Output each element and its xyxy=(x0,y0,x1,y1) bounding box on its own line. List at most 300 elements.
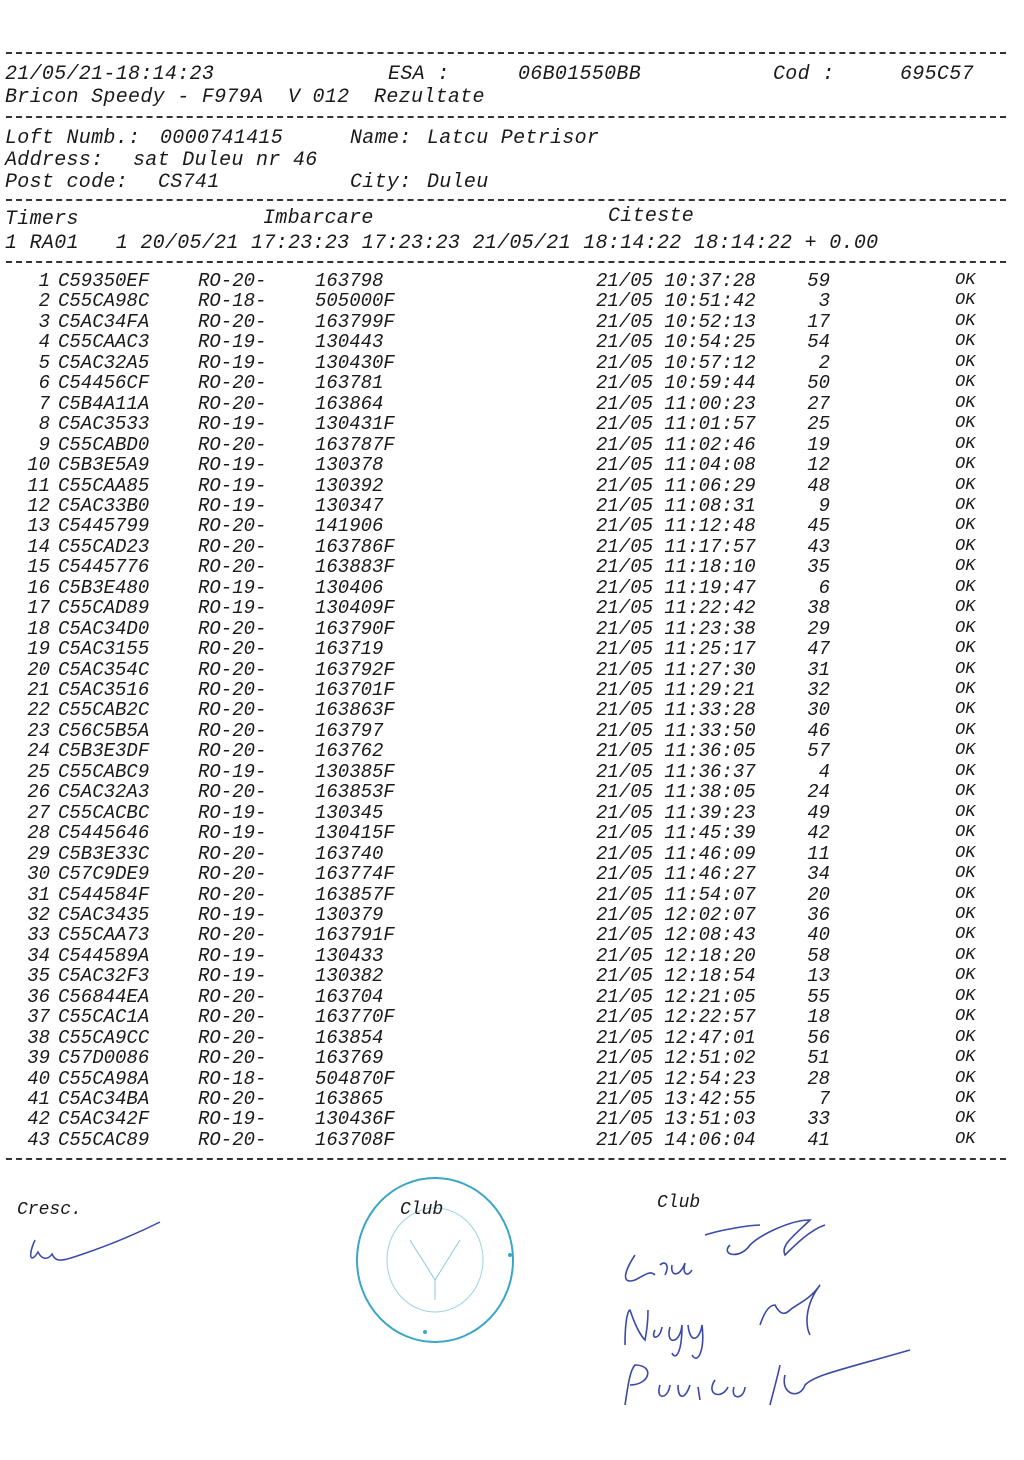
chip-id: C5445646 xyxy=(58,822,150,845)
ring-number: 163864 xyxy=(315,392,384,415)
row-number: 25 xyxy=(27,760,50,783)
position: 4 xyxy=(818,760,830,783)
table-row xyxy=(0,946,1024,966)
chip-id: C5AC34FA xyxy=(58,310,150,333)
chip-id: C55CABC9 xyxy=(58,760,150,783)
ring-number: 163770F xyxy=(315,1006,395,1029)
ring-prefix: RO-18- xyxy=(198,1067,267,1090)
status: OK xyxy=(955,823,976,843)
position: 9 xyxy=(818,494,830,517)
position: 46 xyxy=(807,719,830,742)
chip-id: C5B4A11A xyxy=(58,392,150,415)
table-row xyxy=(0,762,1024,782)
table-row xyxy=(0,516,1024,536)
table-row xyxy=(0,987,1024,1007)
ring-number: 163708F xyxy=(315,1128,395,1151)
table-row xyxy=(0,680,1024,700)
arrival-time: 21/05 10:59:44 xyxy=(596,372,756,395)
table-row xyxy=(0,1130,1024,1150)
table-row xyxy=(0,312,1024,332)
cresc-label: Cresc. xyxy=(17,1200,82,1220)
chip-id: C54456CF xyxy=(58,372,150,395)
position: 38 xyxy=(807,597,830,620)
cod-label: Cod : xyxy=(773,63,835,86)
status: OK xyxy=(955,271,976,290)
position: 42 xyxy=(807,822,830,845)
loft-label: Loft Numb.: xyxy=(5,127,141,150)
ring-number: 163787F xyxy=(315,433,395,456)
table-row xyxy=(0,598,1024,618)
ring-prefix: RO-20- xyxy=(198,924,267,947)
row-number: 2 xyxy=(38,290,50,313)
ring-number: 163865 xyxy=(315,1088,384,1110)
ring-number: 163883F xyxy=(315,556,395,579)
table-row xyxy=(0,578,1024,598)
row-number: 24 xyxy=(27,740,50,763)
arrival-time: 21/05 12:51:02 xyxy=(596,1047,756,1070)
ring-number: 163719 xyxy=(315,638,384,661)
ring-prefix: RO-19- xyxy=(198,944,267,967)
chip-id: C55CACBC xyxy=(58,801,150,824)
table-row xyxy=(0,455,1024,475)
owner-name: Latcu Petrisor xyxy=(427,127,600,150)
status: OK xyxy=(955,577,976,597)
position: 29 xyxy=(807,617,830,640)
row-number: 29 xyxy=(27,842,50,865)
ring-prefix: RO-19- xyxy=(198,331,267,354)
table-row xyxy=(0,885,1024,905)
row-number: 14 xyxy=(27,535,50,558)
arrival-time: 21/05 11:22:42 xyxy=(596,597,756,620)
divider xyxy=(6,116,1006,118)
position: 54 xyxy=(807,331,830,354)
arrival-time: 21/05 12:22:57 xyxy=(596,1006,756,1029)
status: OK xyxy=(955,843,976,863)
citeste-label: Citeste xyxy=(608,205,695,228)
row-number: 22 xyxy=(27,699,50,722)
status: OK xyxy=(955,598,976,618)
ring-number: 163791F xyxy=(315,924,395,947)
status: OK xyxy=(955,1007,976,1027)
row-number: 12 xyxy=(27,494,50,517)
arrival-time: 21/05 11:39:23 xyxy=(596,801,756,824)
address-value: sat Duleu nr 46 xyxy=(133,149,318,172)
chip-id: C55CA98A xyxy=(58,1067,150,1090)
ring-prefix: RO-19- xyxy=(198,760,267,783)
table-row xyxy=(0,905,1024,925)
ring-prefix: RO-20- xyxy=(198,863,267,886)
arrival-time: 21/05 12:54:23 xyxy=(596,1067,756,1090)
table-row xyxy=(0,966,1024,986)
ring-prefix: RO-20- xyxy=(198,658,267,681)
ring-prefix: RO-20- xyxy=(198,842,267,865)
status: OK xyxy=(955,455,976,475)
row-number: 33 xyxy=(27,924,50,947)
ring-prefix: RO-20- xyxy=(198,1026,267,1049)
ring-prefix: RO-20- xyxy=(198,1128,267,1151)
ring-prefix: RO-19- xyxy=(198,576,267,599)
chip-id: C55CAA73 xyxy=(58,924,150,947)
position: 41 xyxy=(807,1128,830,1151)
ring-prefix: RO-20- xyxy=(198,270,267,292)
club-label-stamp: Club xyxy=(400,1200,444,1220)
status: OK xyxy=(955,966,976,986)
arrival-time: 21/05 14:06:04 xyxy=(596,1128,756,1151)
table-row xyxy=(0,1069,1024,1089)
status: OK xyxy=(955,495,976,515)
table-row xyxy=(0,741,1024,761)
table-row xyxy=(0,435,1024,455)
position: 20 xyxy=(807,883,830,906)
ring-number: 163762 xyxy=(315,740,384,763)
ring-prefix: RO-20- xyxy=(198,1088,267,1110)
address-label: Address: xyxy=(5,149,104,172)
status: OK xyxy=(955,1068,976,1088)
arrival-time: 21/05 11:01:57 xyxy=(596,413,756,436)
row-number: 40 xyxy=(27,1067,50,1090)
position: 13 xyxy=(807,965,830,988)
chip-id: C55CAB2C xyxy=(58,699,150,722)
arrival-time: 21/05 11:06:29 xyxy=(596,474,756,497)
status: OK xyxy=(955,373,976,393)
table-row xyxy=(0,1089,1024,1109)
row-number: 20 xyxy=(27,658,50,681)
postcode-value: CS741 xyxy=(158,171,220,194)
chip-id: C5AC342F xyxy=(58,1108,150,1131)
status: OK xyxy=(955,659,976,679)
ring-prefix: RO-20- xyxy=(198,372,267,395)
table-row xyxy=(0,291,1024,311)
chip-id: C56C5B5A xyxy=(58,719,150,742)
row-number: 36 xyxy=(27,985,50,1008)
ring-number: 163863F xyxy=(315,699,395,722)
status: OK xyxy=(955,639,976,659)
arrival-time: 21/05 11:54:07 xyxy=(596,883,756,906)
row-number: 10 xyxy=(27,454,50,477)
row-number: 11 xyxy=(27,474,50,497)
row-number: 21 xyxy=(27,679,50,701)
arrival-time: 21/05 13:42:55 xyxy=(596,1088,756,1110)
ring-prefix: RO-19- xyxy=(198,903,267,926)
ring-prefix: RO-20- xyxy=(198,719,267,742)
position: 32 xyxy=(807,679,830,701)
status: OK xyxy=(955,761,976,781)
timers-label: Timers xyxy=(5,208,79,231)
ring-number: 130406 xyxy=(315,576,384,599)
ring-prefix: RO-20- xyxy=(198,617,267,640)
status: OK xyxy=(955,945,976,965)
ring-prefix: RO-20- xyxy=(198,883,267,906)
position: 24 xyxy=(807,781,830,804)
chip-id: C5AC3155 xyxy=(58,638,150,661)
row-number: 31 xyxy=(27,883,50,906)
ring-prefix: RO-18- xyxy=(198,290,267,313)
ring-number: 130436F xyxy=(315,1108,395,1131)
table-row xyxy=(0,1048,1024,1068)
arrival-time: 21/05 11:27:30 xyxy=(596,658,756,681)
status: OK xyxy=(955,925,976,945)
chip-id: C59350EF xyxy=(58,270,150,292)
ring-number: 163853F xyxy=(315,781,395,804)
table-row xyxy=(0,864,1024,884)
ring-prefix: RO-20- xyxy=(198,1047,267,1070)
ring-number: 130415F xyxy=(315,822,395,845)
status: OK xyxy=(955,904,976,924)
arrival-time: 21/05 12:18:54 xyxy=(596,965,756,988)
arrival-time: 21/05 10:57:12 xyxy=(596,351,756,374)
table-row xyxy=(0,660,1024,680)
arrival-time: 21/05 13:51:03 xyxy=(596,1108,756,1131)
table-row xyxy=(0,782,1024,802)
chip-id: C544584F xyxy=(58,883,150,906)
arrival-time: 21/05 12:18:20 xyxy=(596,944,756,967)
ring-prefix: RO-20- xyxy=(198,433,267,456)
chip-id: C5AC33B0 xyxy=(58,494,150,517)
chip-id: C5AC34D0 xyxy=(58,617,150,640)
ring-number: 163704 xyxy=(315,985,384,1008)
position: 30 xyxy=(807,699,830,722)
ring-number: 141906 xyxy=(315,515,384,538)
ring-prefix: RO-20- xyxy=(198,699,267,722)
ring-number: 163774F xyxy=(315,863,395,886)
ring-number: 163799F xyxy=(315,310,395,333)
table-row xyxy=(0,721,1024,741)
row-number: 39 xyxy=(27,1047,50,1070)
row-number: 38 xyxy=(27,1026,50,1049)
status: OK xyxy=(955,1048,976,1068)
ring-number: 130345 xyxy=(315,801,384,824)
table-row xyxy=(0,844,1024,864)
ring-number: 130347 xyxy=(315,494,384,517)
status: OK xyxy=(955,393,976,413)
table-row xyxy=(0,353,1024,373)
table-row xyxy=(0,557,1024,577)
arrival-time: 21/05 11:19:47 xyxy=(596,576,756,599)
ring-prefix: RO-19- xyxy=(198,597,267,620)
position: 56 xyxy=(807,1026,830,1049)
arrival-time: 21/05 11:04:08 xyxy=(596,454,756,477)
row-number: 9 xyxy=(38,433,50,456)
status: OK xyxy=(955,680,976,699)
status: OK xyxy=(955,536,976,556)
ring-prefix: RO-20- xyxy=(198,310,267,333)
position: 7 xyxy=(818,1088,830,1110)
row-number: 27 xyxy=(27,801,50,824)
chip-id: C5B3E480 xyxy=(58,576,150,599)
row-number: 30 xyxy=(27,863,50,886)
ring-prefix: RO-20- xyxy=(198,679,267,701)
row-number: 42 xyxy=(27,1108,50,1131)
status: OK xyxy=(955,1089,976,1108)
loft-number: 0000741415 xyxy=(160,127,284,150)
row-number: 19 xyxy=(27,638,50,661)
arrival-time: 21/05 12:21:05 xyxy=(596,985,756,1008)
position: 28 xyxy=(807,1067,830,1090)
chip-id: C5AC354C xyxy=(58,658,150,681)
ring-number: 163797 xyxy=(315,719,384,742)
table-row xyxy=(0,496,1024,516)
club-label: Club xyxy=(657,1193,701,1213)
chip-id: C544589A xyxy=(58,944,150,967)
table-row xyxy=(0,619,1024,639)
ring-prefix: RO-20- xyxy=(198,392,267,415)
arrival-time: 21/05 11:46:09 xyxy=(596,842,756,865)
ring-prefix: RO-20- xyxy=(198,638,267,661)
arrival-time: 21/05 10:54:25 xyxy=(596,331,756,354)
table-row xyxy=(0,414,1024,434)
position: 11 xyxy=(807,842,830,865)
status: OK xyxy=(955,311,976,331)
chip-id: C5AC34BA xyxy=(58,1088,150,1110)
arrival-time: 21/05 12:08:43 xyxy=(596,924,756,947)
table-row xyxy=(0,537,1024,557)
ring-prefix: RO-20- xyxy=(198,740,267,763)
row-number: 16 xyxy=(27,576,50,599)
ring-number: 130409F xyxy=(315,597,395,620)
ring-number: 130392 xyxy=(315,474,384,497)
chip-id: C5B3E3DF xyxy=(58,740,150,763)
table-row xyxy=(0,476,1024,496)
ring-number: 163798 xyxy=(315,270,384,292)
ring-number: 504870F xyxy=(315,1067,395,1090)
ring-number: 163786F xyxy=(315,535,395,558)
ring-prefix: RO-20- xyxy=(198,515,267,538)
position: 59 xyxy=(807,270,830,292)
status: OK xyxy=(955,414,976,434)
table-row xyxy=(0,700,1024,720)
table-row xyxy=(0,1007,1024,1027)
status: OK xyxy=(955,618,976,638)
chip-id: C55CA9CC xyxy=(58,1026,150,1049)
row-number: 26 xyxy=(27,781,50,804)
ring-prefix: RO-20- xyxy=(198,781,267,804)
position: 55 xyxy=(807,985,830,1008)
ring-number: 505000F xyxy=(315,290,395,313)
status: OK xyxy=(955,720,976,740)
status: OK xyxy=(955,700,976,720)
row-number: 6 xyxy=(38,372,50,395)
chip-id: C55CAA85 xyxy=(58,474,150,497)
ring-number: 163769 xyxy=(315,1047,384,1070)
ring-prefix: RO-19- xyxy=(198,494,267,517)
club-signatures xyxy=(610,1215,940,1415)
chip-id: C5AC3533 xyxy=(58,413,150,436)
position: 43 xyxy=(807,535,830,558)
position: 2 xyxy=(818,351,830,374)
ring-number: 130382 xyxy=(315,965,384,988)
row-number: 41 xyxy=(27,1088,50,1110)
position: 50 xyxy=(807,372,830,395)
ring-prefix: RO-19- xyxy=(198,1108,267,1131)
status: OK xyxy=(955,884,976,904)
ring-prefix: RO-19- xyxy=(198,351,267,374)
table-row xyxy=(0,1028,1024,1048)
table-row xyxy=(0,925,1024,945)
ring-prefix: RO-20- xyxy=(198,1006,267,1029)
ring-number: 130431F xyxy=(315,413,395,436)
row-number: 28 xyxy=(27,822,50,845)
chip-id: C55CABD0 xyxy=(58,433,150,456)
chip-id: C55CAD89 xyxy=(58,597,150,620)
position: 40 xyxy=(807,924,830,947)
arrival-time: 21/05 11:02:46 xyxy=(596,433,756,456)
chip-id: C55CAAC3 xyxy=(58,331,150,354)
position: 49 xyxy=(807,801,830,824)
row-number: 8 xyxy=(38,413,50,436)
table-row xyxy=(0,271,1024,291)
arrival-time: 21/05 11:36:05 xyxy=(596,740,756,763)
status: OK xyxy=(955,434,976,454)
arrival-time: 21/05 10:37:28 xyxy=(596,270,756,292)
city-label: City: xyxy=(350,171,412,194)
cod-value: 695C57 xyxy=(900,63,974,86)
position: 3 xyxy=(818,290,830,313)
position: 45 xyxy=(807,515,830,538)
ring-number: 130430F xyxy=(315,351,395,374)
ring-prefix: RO-20- xyxy=(198,985,267,1008)
chip-id: C5B3E5A9 xyxy=(58,454,150,477)
row-number: 4 xyxy=(38,331,50,354)
ring-prefix: RO-19- xyxy=(198,454,267,477)
row-number: 18 xyxy=(27,617,50,640)
row-number: 37 xyxy=(27,1006,50,1029)
ring-number: 163790F xyxy=(315,617,395,640)
row-number: 43 xyxy=(27,1128,50,1151)
table-row xyxy=(0,823,1024,843)
status: OK xyxy=(955,557,976,577)
row-number: 7 xyxy=(38,392,50,415)
divider xyxy=(6,199,1006,201)
table-row xyxy=(0,803,1024,823)
esa-value: 06B01550BB xyxy=(518,63,642,86)
status: OK xyxy=(955,1109,976,1129)
status: OK xyxy=(955,475,976,495)
ring-prefix: RO-20- xyxy=(198,556,267,579)
device-line: Bricon Speedy - F979A V 012 Rezultate xyxy=(5,86,485,109)
chip-id: C56844EA xyxy=(58,985,150,1008)
chip-id: C5AC32F3 xyxy=(58,965,150,988)
arrival-time: 21/05 11:33:50 xyxy=(596,719,756,742)
position: 33 xyxy=(807,1108,830,1131)
arrival-time: 21/05 10:51:42 xyxy=(596,290,756,313)
arrival-time: 21/05 11:00:23 xyxy=(596,392,756,415)
table-row xyxy=(0,394,1024,414)
row-number: 17 xyxy=(27,597,50,620)
status: OK xyxy=(955,516,976,536)
status: OK xyxy=(955,802,976,822)
divider xyxy=(6,52,1006,54)
row-number: 1 xyxy=(38,270,50,292)
table-row xyxy=(0,332,1024,352)
chip-id: C5B3E33C xyxy=(58,842,150,865)
arrival-time: 21/05 11:12:48 xyxy=(596,515,756,538)
ring-number: 163857F xyxy=(315,883,395,906)
position: 47 xyxy=(807,638,830,661)
ring-number: 130378 xyxy=(315,454,384,477)
status: OK xyxy=(955,986,976,1006)
position: 36 xyxy=(807,903,830,926)
arrival-time: 21/05 10:52:13 xyxy=(596,310,756,333)
status: OK xyxy=(955,332,976,352)
row-number: 23 xyxy=(27,719,50,742)
ring-number: 130443 xyxy=(315,331,384,354)
position: 35 xyxy=(807,556,830,579)
position: 34 xyxy=(807,863,830,886)
chip-id: C55CAD23 xyxy=(58,535,150,558)
ring-number: 163701F xyxy=(315,679,395,701)
chip-id: C5AC3435 xyxy=(58,903,150,926)
position: 18 xyxy=(807,1006,830,1029)
